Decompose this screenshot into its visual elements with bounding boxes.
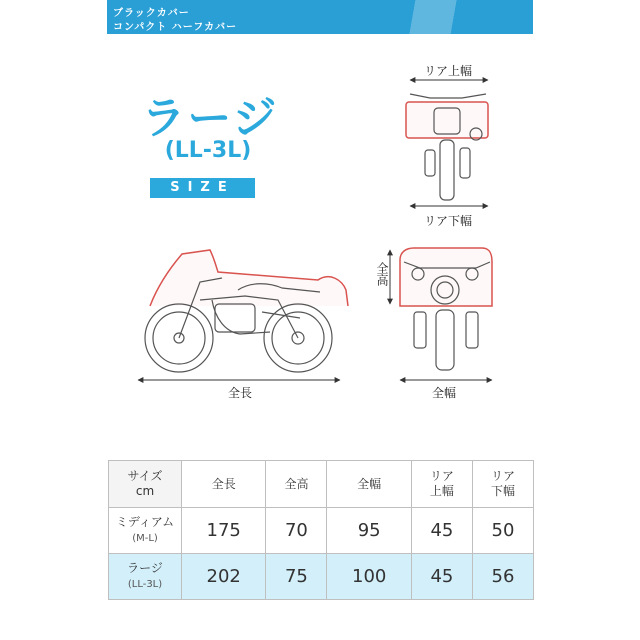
- row-label: ラージ (LL-3L): [109, 554, 182, 600]
- header-cell: サイズ cm: [109, 461, 182, 508]
- header-cell: リア 上幅: [411, 461, 472, 508]
- table-cell: 100: [327, 554, 411, 600]
- rear-bottom-width-label: リア下幅: [424, 214, 473, 228]
- row-label: ミディアム (M-L): [109, 508, 182, 554]
- table-cell: 56: [472, 554, 533, 600]
- header-cell: 全幅: [327, 461, 411, 508]
- size-table: [108, 460, 534, 600]
- banner-line-1: ブラックカバー: [113, 8, 190, 19]
- banner-line-2: コンパクト ハーフカバー: [113, 22, 238, 33]
- size-code: (LL-3L): [164, 138, 252, 163]
- rear-top-width-label: リア上幅: [424, 64, 473, 78]
- table-cell: 175: [182, 508, 266, 554]
- front-view-diagram: [400, 248, 492, 370]
- side-cover-outline: [150, 250, 348, 306]
- table-cell: 45: [411, 508, 472, 554]
- header-cell: リア 下幅: [472, 461, 533, 508]
- total-width-label: 全幅: [432, 386, 457, 400]
- rear-view-diagram: [406, 94, 488, 200]
- size-table-header: [109, 461, 534, 508]
- table-cell: 45: [411, 554, 472, 600]
- table-cell: 95: [327, 508, 411, 554]
- table-cell: 70: [266, 508, 327, 554]
- front-cover-outline: [400, 248, 492, 306]
- total-height-label: 全高: [375, 262, 389, 286]
- side-view-diagram: [145, 250, 348, 372]
- table-row-highlighted: [109, 554, 534, 600]
- total-length-label: 全長: [228, 386, 253, 400]
- header-cell: 全長: [182, 461, 266, 508]
- table-cell: 50: [472, 508, 533, 554]
- table-row: [109, 508, 534, 554]
- header-cell: 全高: [266, 461, 327, 508]
- size-badge: SIZE: [150, 178, 255, 198]
- table-cell: 202: [182, 554, 266, 600]
- size-title: ラージ: [141, 93, 279, 144]
- table-cell: 75: [266, 554, 327, 600]
